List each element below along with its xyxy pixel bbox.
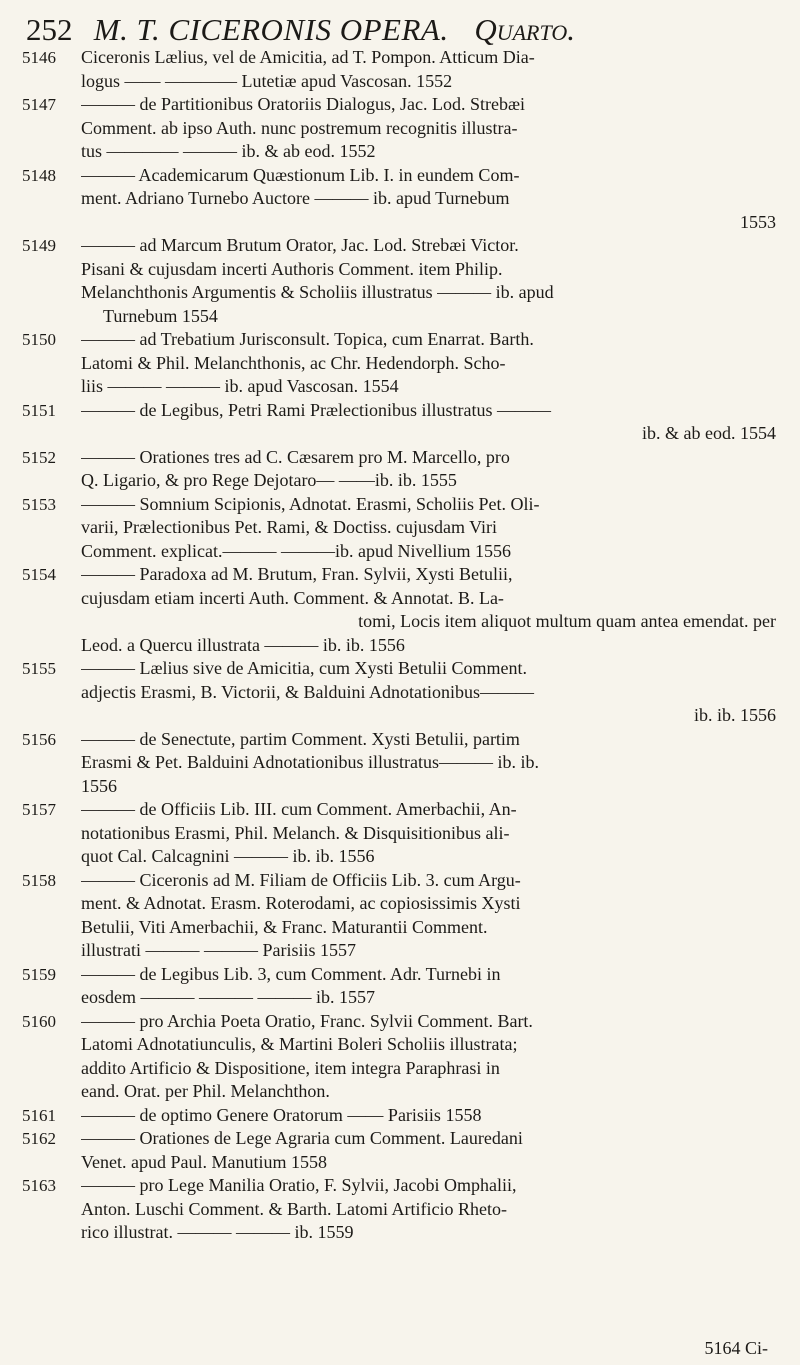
entry-line: Pisani & cujusdam incerti Authoris Comment. item Philip. <box>81 258 503 279</box>
entry-line: illustrati ——— ——— Parisiis 1557 <box>81 940 357 960</box>
entry-line: ——— Orationes de Lege Agraria cum Comment. Lauredani <box>81 1128 523 1148</box>
catalogue-entry <box>22 46 782 93</box>
entry-text <box>68 1104 782 1128</box>
entry-line: addito Artificio & Dispositione, item integra Paraphrasi in <box>81 1057 500 1078</box>
entry-line: Q. Ligario, & pro Rege Dejotaro— ——ib. ib. 1555 <box>81 470 457 490</box>
entry-line: varii, Prælectionibus Pet. Rami, & Doctiss. cujusdam Viri <box>81 517 498 537</box>
entry-line: Venet. apud Paul. Manutium 1558 <box>81 1151 327 1172</box>
entry-text <box>68 493 782 564</box>
entry-line: cujusdam etiam incerti Auth. Comment. & Annotat. B. La- <box>81 587 504 608</box>
catalogue-entry <box>22 1104 782 1128</box>
catalogue-entry <box>22 657 782 728</box>
catalogue-entry <box>22 399 782 446</box>
volume-label: Quarto. <box>474 12 575 47</box>
page-number: 252 <box>26 12 73 47</box>
catalogue-entry <box>22 493 782 564</box>
catalogue-entry <box>22 234 782 328</box>
catalogue-entry <box>22 798 782 869</box>
entry-line: Betulii, Viti Amerbachii, & Franc. Maturantii Comment. <box>81 916 488 937</box>
entry-line: Comment. explicat.——— ———ib. apud Nivellium 1556 <box>81 540 511 561</box>
entry-line: ——— Orationes tres ad C. Cæsarem pro M. Marcello, pro <box>81 446 510 467</box>
entry-line: rico illustrat. ——— ——— ib. 1559 <box>81 1222 354 1242</box>
catalogue-entry <box>22 963 782 1010</box>
entry-number: 5146 <box>22 48 56 67</box>
entry-line: ——— pro Lege Manilia Oratio, F. Sylvii, Jacobi Omphalii, <box>81 1175 517 1195</box>
catalogue-entry <box>22 1174 782 1245</box>
entry-line: ——— ad Marcum Brutum Orator, Jac. Lod. Strebæi Victor. <box>81 235 519 255</box>
entry-text <box>68 1127 782 1174</box>
catalogue-entry <box>22 728 782 799</box>
entry-line: ——— Lælius sive de Amicitia, cum Xysti Betulii Comment. <box>81 658 527 678</box>
entry-text <box>68 1010 782 1104</box>
entry-line: liis ——— ——— ib. apud Vascosan. 1554 <box>81 376 399 396</box>
entry-text <box>68 234 782 328</box>
entry-line: logus —— ———— Lutetiæ apud Vascosan. 1552 <box>81 70 453 91</box>
entry-number: 5148 <box>22 165 56 185</box>
entry-text <box>68 46 782 93</box>
entry-line: eosdem ——— ——— ——— ib. 1557 <box>81 987 375 1007</box>
running-header <box>26 12 726 48</box>
entry-number: 5155 <box>22 659 56 678</box>
entry-text <box>68 1174 782 1245</box>
entry-line: ——— de Officiis Lib. III. cum Comment. Amerbachii, An- <box>81 799 517 819</box>
entry-line: ib. & ab eod. 1554 <box>642 423 776 443</box>
catalogue-entries <box>22 46 782 1245</box>
entry-line: 1553 <box>740 211 776 232</box>
entry-line: Comment. ab ipso Auth. nunc postremum recognitis illustra- <box>81 117 518 138</box>
catalogue-entry <box>22 1127 782 1174</box>
entry-number: 5161 <box>22 1105 56 1125</box>
entry-line: ment. & Adnotat. Erasm. Roterodami, ac copiosissimis Xysti <box>81 893 521 913</box>
entry-text <box>68 446 782 493</box>
catalogue-entry <box>22 93 782 164</box>
entry-line: ——— de Legibus, Petri Rami Prælectionibus illustratus ——— <box>81 399 551 420</box>
entry-text <box>68 869 782 963</box>
entry-line: tomi, Locis item aliquot multum quam antea emendat. per <box>358 611 776 631</box>
catchword: 5164 Ci- <box>704 1338 768 1358</box>
entry-number: 5154 <box>22 565 56 584</box>
entry-number: 5160 <box>22 1011 56 1031</box>
entry-line: Latomi & Phil. Melanchthonis, ac Chr. Hedendorph. Scho- <box>81 352 506 373</box>
catalogue-entry <box>22 563 782 657</box>
entry-line: adjectis Erasmi, B. Victorii, & Balduini Adnotationibus——— <box>81 681 535 702</box>
entry-line: ment. Adriano Turnebo Auctore ——— ib. apud Turnebum <box>81 188 510 208</box>
entry-number: 5149 <box>22 236 56 255</box>
entry-line: ib. ib. 1556 <box>693 705 776 725</box>
entry-line: ——— Ciceronis ad M. Filiam de Officiis Lib. 3. cum Argu- <box>81 869 521 890</box>
entry-line: Melanchthonis Argumentis & Scholiis illustratus ——— ib. apud <box>81 282 554 302</box>
entry-line: Anton. Luschi Comment. & Barth. Latomi Artificio Rheto- <box>81 1198 507 1219</box>
entry-text <box>68 798 782 869</box>
entry-text <box>68 328 782 399</box>
entry-line: eand. Orat. per Phil. Melanchthon. <box>81 1081 330 1101</box>
entry-line: ——— Academicarum Quæstionum Lib. I. in eundem Com- <box>81 164 520 185</box>
entry-text <box>68 563 782 657</box>
catalogue-entry <box>22 1010 782 1104</box>
entry-line: ——— Somnium Scipionis, Adnotat. Erasmi, Scholiis Pet. Oli- <box>81 493 540 514</box>
entry-line: ——— de Senectute, partim Comment. Xysti Betulii, partim <box>81 728 520 749</box>
entry-line: 1556 <box>81 775 117 796</box>
entry-text <box>68 399 782 446</box>
entry-number: 5162 <box>22 1129 56 1148</box>
entry-line: Ciceronis Lælius, vel de Amicitia, ad T. Pompon. Atticum Dia- <box>81 47 535 67</box>
entry-number: 5152 <box>22 447 56 467</box>
entry-line: Turnebum 1554 <box>103 305 218 326</box>
entry-number: 5159 <box>22 964 56 984</box>
entry-line: ——— de Partitionibus Oratoriis Dialogus, Jac. Lod. Strebæi <box>81 94 525 114</box>
entry-number: 5153 <box>22 494 56 514</box>
catalogue-entry <box>22 446 782 493</box>
entry-line: Leod. a Quercu illustrata ——— ib. ib. 1556 <box>81 634 405 655</box>
entry-line: quot Cal. Calcagnini ——— ib. ib. 1556 <box>81 846 375 866</box>
entry-line: notationibus Erasmi, Phil. Melanch. & Disquisitionibus ali- <box>81 822 510 843</box>
catalogue-entry <box>22 328 782 399</box>
entry-text <box>68 164 782 235</box>
entry-line: ——— de Legibus Lib. 3, cum Comment. Adr. Turnebi in <box>81 963 501 984</box>
entry-line: ——— pro Archia Poeta Oratio, Franc. Sylvii Comment. Bart. <box>81 1010 533 1031</box>
entry-text <box>68 728 782 799</box>
running-title: M. T. CICERONIS OPERA. <box>93 12 449 47</box>
entry-number: 5157 <box>22 800 56 819</box>
entry-number: 5163 <box>22 1176 56 1195</box>
entry-text <box>68 93 782 164</box>
entry-line: ——— Paradoxa ad M. Brutum, Fran. Sylvii, Xysti Betulii, <box>81 564 513 584</box>
entry-line: ——— de optimo Genere Oratorum —— Parisiis 1558 <box>81 1104 482 1125</box>
entry-line: ——— ad Trebatium Jurisconsult. Topica, cum Enarrat. Barth. <box>81 329 534 349</box>
entry-text <box>68 963 782 1010</box>
entry-line: Latomi Adnotatiunculis, & Martini Boleri Scholiis illustrata; <box>81 1034 518 1054</box>
entry-number: 5151 <box>22 400 56 420</box>
entry-text <box>68 657 782 728</box>
catalogue-entry <box>22 164 782 235</box>
entry-number: 5147 <box>22 95 56 114</box>
entry-number: 5150 <box>22 330 56 349</box>
entry-line: tus ———— ——— ib. & ab eod. 1552 <box>81 141 376 161</box>
entry-number: 5158 <box>22 870 56 890</box>
entry-line: Erasmi & Pet. Balduini Adnotationibus illustratus——— ib. ib. <box>81 752 539 772</box>
catalogue-entry <box>22 869 782 963</box>
entry-number: 5156 <box>22 729 56 749</box>
